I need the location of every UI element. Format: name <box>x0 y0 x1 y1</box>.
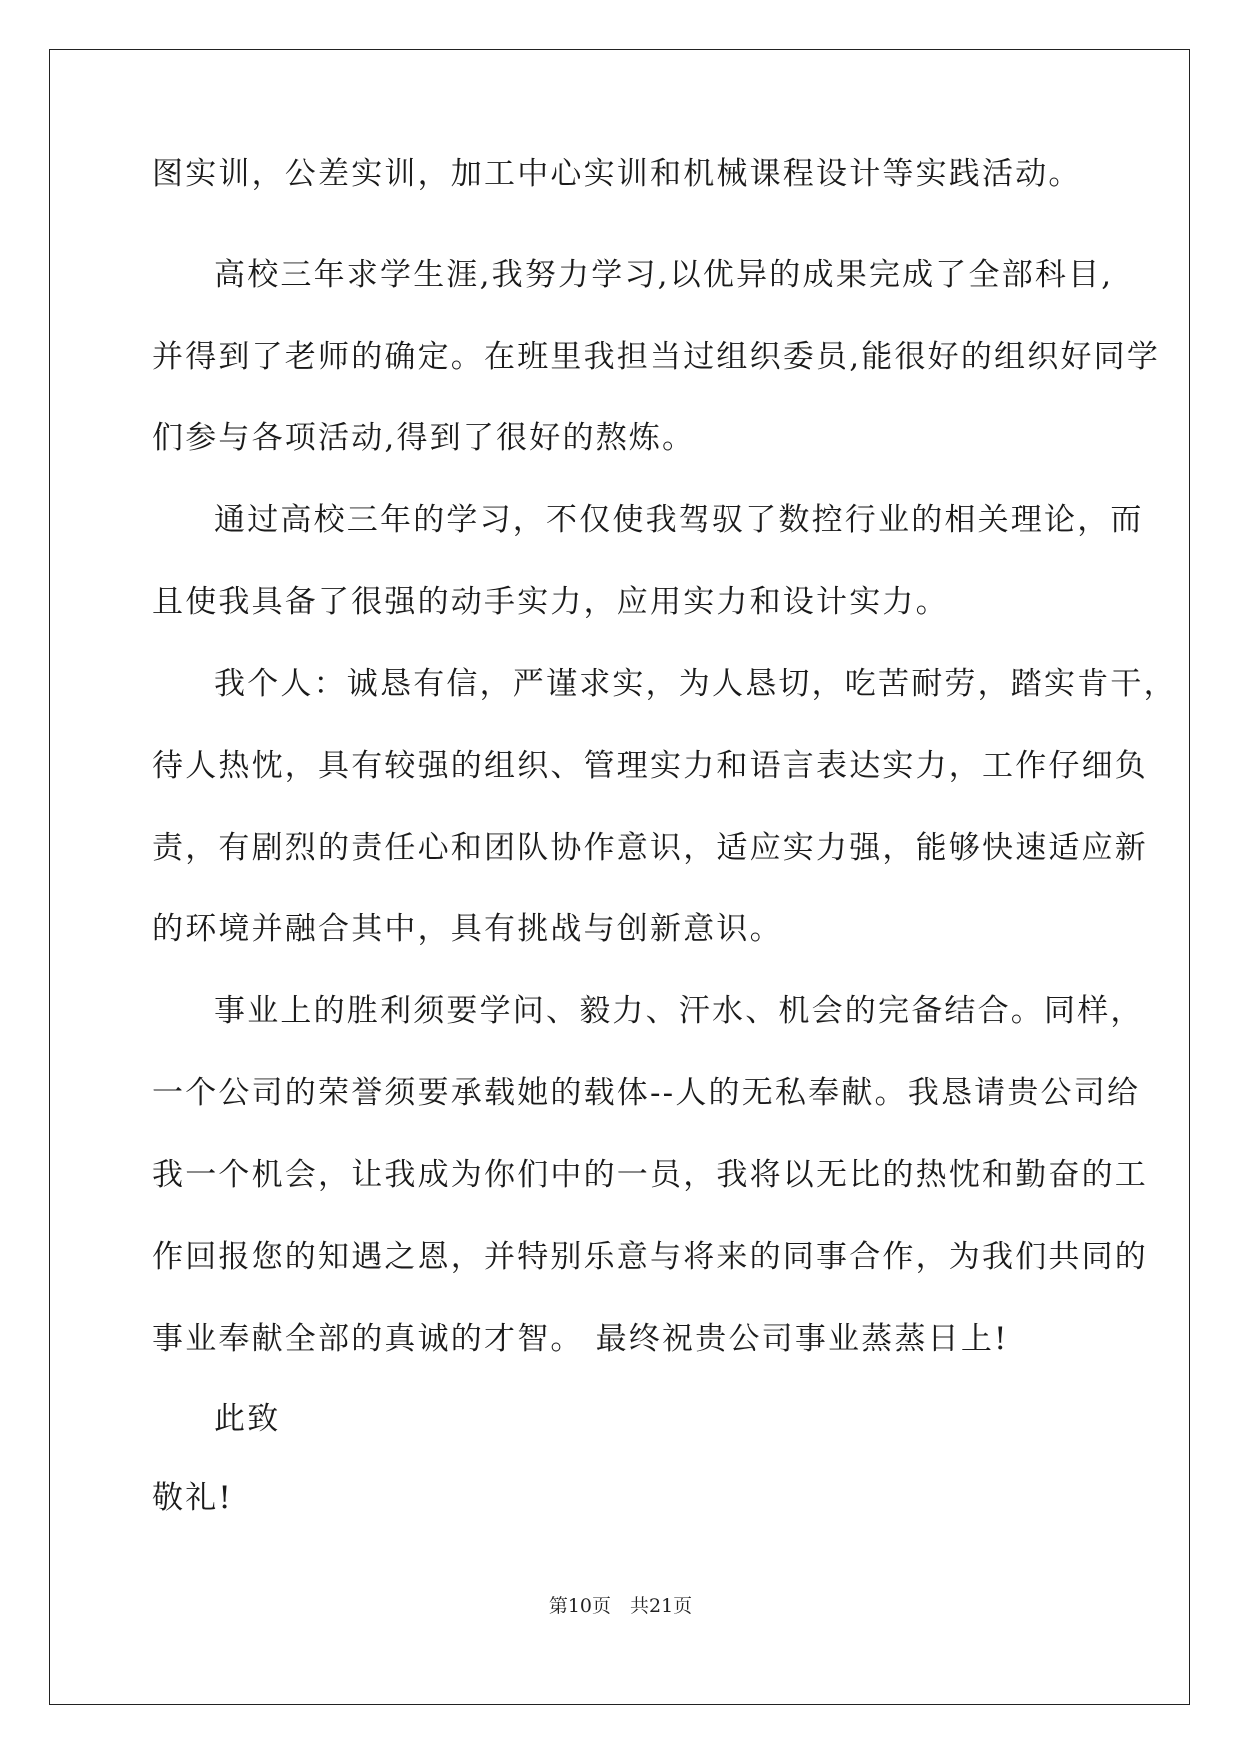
body-line: 并得到了老师的确定。在班里我担当过组织委员,能很好的组织好同学 <box>152 339 1161 375</box>
body-line: 待人热忱，具有较强的组织、管理实力和语言表达实力，工作仔细负 <box>152 748 1148 784</box>
closing-regards: 敬礼! <box>152 1480 234 1516</box>
page-number-footer: 第10页 共21页 <box>548 1595 693 1617</box>
paragraph-start-line: 我个人：诚恳有信，严谨求实，为人恳切，吃苦耐劳，踏实肯干， <box>214 666 1177 702</box>
body-line: 事业奉献全部的真诚的才智。 最终祝贵公司事业蒸蒸日上! <box>152 1321 1009 1357</box>
body-line: 且使我具备了很强的动手实力，应用实力和设计实力。 <box>152 584 949 620</box>
body-line: 作回报您的知遇之恩，并特别乐意与将来的同事合作，为我们共同的 <box>152 1239 1148 1275</box>
body-line: 们参与各项活动,得到了很好的熬炼。 <box>152 420 696 456</box>
paragraph-start-line: 高校三年求学生涯,我努力学习,以优异的成果完成了全部科目, <box>214 257 1114 293</box>
body-line: 责，有剧烈的责任心和团队协作意识，适应实力强，能够快速适应新 <box>152 830 1148 866</box>
body-line: 一个公司的荣誉须要承载她的载体--人的无私奉献。我恳请贵公司给 <box>152 1075 1141 1111</box>
closing-salutation: 此致 <box>214 1401 281 1437</box>
page-border <box>49 49 1190 1705</box>
paragraph-start-line: 通过高校三年的学习，不仅使我驾驭了数控行业的相关理论，而 <box>214 502 1144 538</box>
body-line: 图实训，公差实训，加工中心实训和机械课程设计等实践活动。 <box>152 156 1082 192</box>
body-line: 我一个机会，让我成为你们中的一员，我将以无比的热忱和勤奋的工 <box>152 1157 1148 1193</box>
paragraph-start-line: 事业上的胜利须要学问、毅力、汗水、机会的完备结合。同样， <box>214 993 1144 1029</box>
body-line: 的环境并融合其中，具有挑战与创新意识。 <box>152 911 783 947</box>
